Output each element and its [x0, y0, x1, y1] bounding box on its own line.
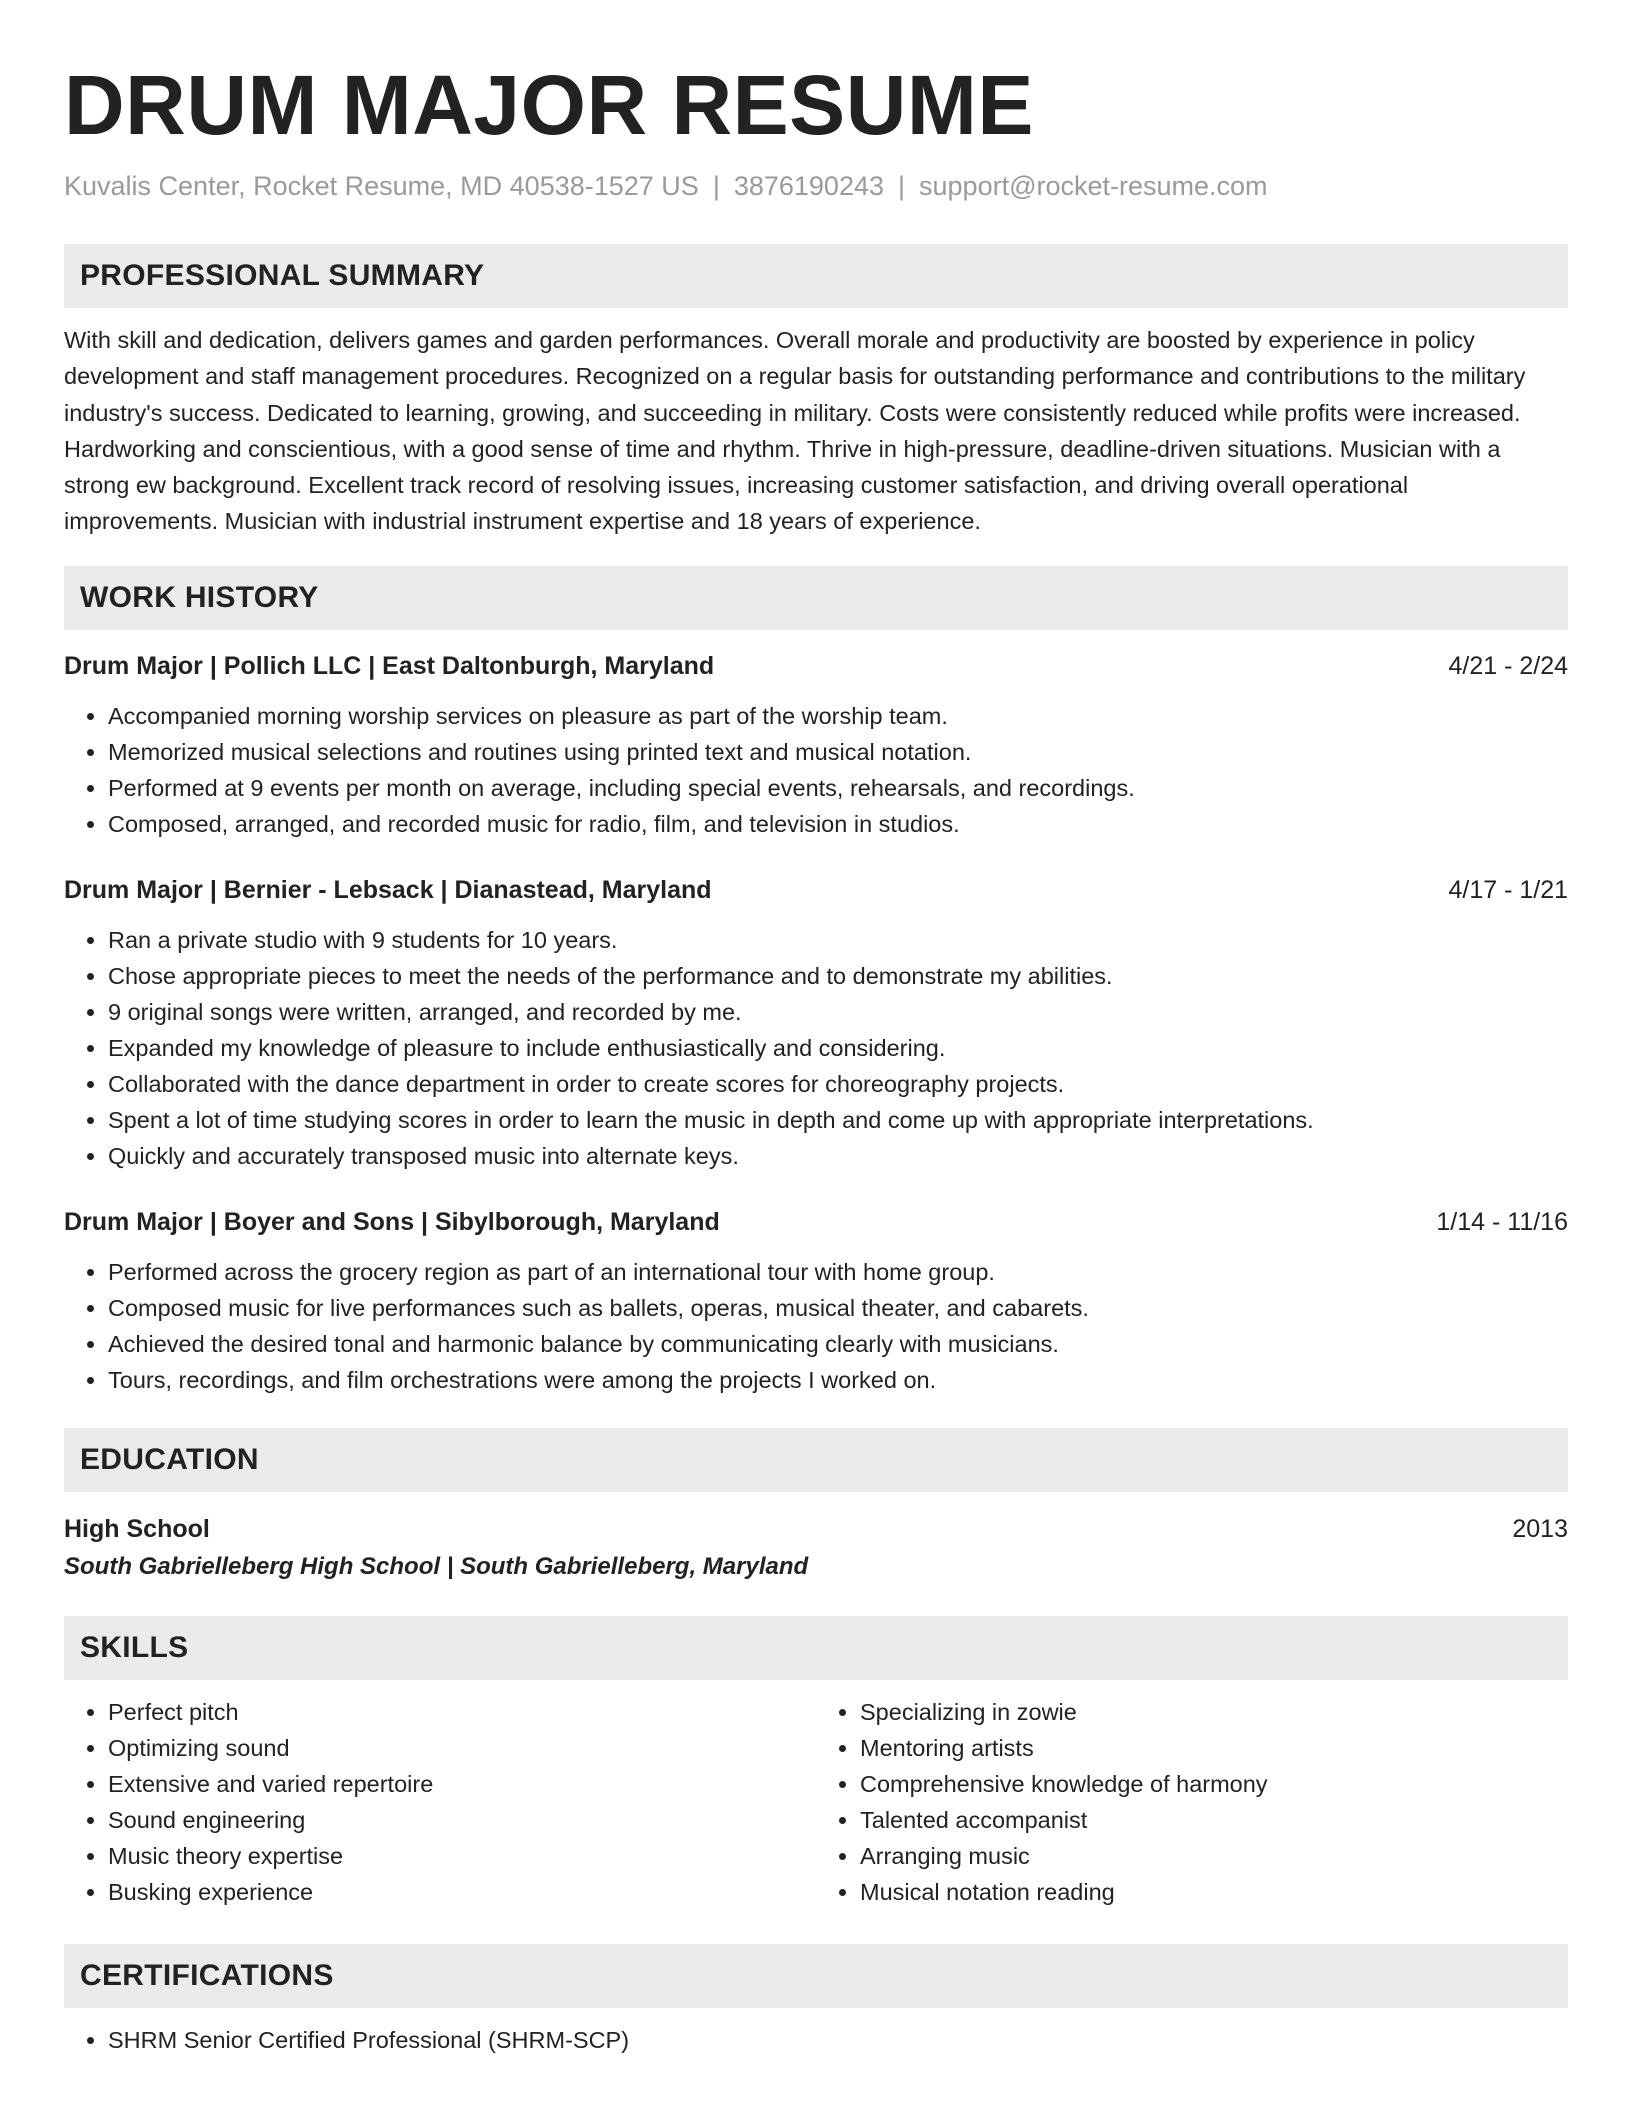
job-title: Drum Major | Pollich LLC | East Daltonburgh, Maryland: [64, 651, 715, 680]
contact-phone: 3876190243: [733, 171, 884, 201]
list-item: • Chose appropriate pieces to meet the needs of the performance and to demonstrate my abilities.: [108, 958, 1568, 994]
list-item: • Expanded my knowledge of pleasure to include enthusiastically and considering.: [108, 1030, 1568, 1066]
contact-line: [64, 166, 1568, 206]
job-dates: 4/17 - 1/21: [1448, 875, 1568, 904]
job-title: Drum Major | Bernier - Lebsack | Dianastead, Maryland: [64, 875, 712, 904]
list-item: • Optimizing sound: [108, 1730, 816, 1766]
list-item: • Composed, arranged, and recorded music for radio, film, and television in studios.: [108, 806, 1568, 842]
education-heading: EDUCATION: [64, 1428, 1568, 1492]
certifications-heading: CERTIFICATIONS: [64, 1944, 1568, 2008]
contact-email: support@rocket-resume.com: [919, 171, 1268, 201]
skills-heading: SKILLS: [64, 1616, 1568, 1680]
skills-column-right: [816, 1694, 1568, 1910]
education-year: 2013: [1512, 1514, 1568, 1543]
work-history-heading: WORK HISTORY: [64, 566, 1568, 630]
list-item: • Music theory expertise: [108, 1838, 816, 1874]
list-item: • Musical notation reading: [860, 1874, 1568, 1910]
list-item: • Quickly and accurately transposed music into alternate keys.: [108, 1138, 1568, 1174]
list-item: • Achieved the desired tonal and harmonic balance by communicating clearly with musicians.: [108, 1326, 1568, 1362]
contact-address: Kuvalis Center, Rocket Resume, MD 40538-1527 US: [64, 171, 699, 201]
job-dates: 4/21 - 2/24: [1448, 651, 1568, 680]
job-entry: [64, 872, 1568, 1174]
list-item: • Tours, recordings, and film orchestrations were among the projects I worked on.: [108, 1362, 1568, 1398]
contact-separator: |: [898, 171, 906, 201]
resume-title: DRUM MAJOR RESUME: [64, 58, 1034, 152]
contact-separator: |: [712, 171, 720, 201]
education-entry: [64, 1510, 1568, 1586]
skills-column-left: [64, 1694, 816, 1910]
list-item: • Busking experience: [108, 1874, 816, 1910]
job-entry: [64, 648, 1568, 842]
list-item: • Memorized musical selections and routines using printed text and musical notation.: [108, 734, 1568, 770]
list-item: • Comprehensive knowledge of harmony: [860, 1766, 1568, 1802]
list-item: • Talented accompanist: [860, 1802, 1568, 1838]
job-title: Drum Major | Boyer and Sons | Sibylborough, Maryland: [64, 1207, 720, 1236]
list-item: • Spent a lot of time studying scores in order to learn the music in depth and come up with appropriate interpretations.: [108, 1102, 1568, 1138]
job-bullets: [64, 1254, 1568, 1398]
education-degree: High School: [64, 1514, 210, 1543]
list-item: • 9 original songs were written, arranged, and recorded by me.: [108, 994, 1568, 1030]
list-item: • Composed music for live performances such as ballets, operas, musical theater, and cabarets.: [108, 1290, 1568, 1326]
list-item: • Mentoring artists: [860, 1730, 1568, 1766]
list-item: • Performed at 9 events per month on average, including special events, rehearsals, and recordings.: [108, 770, 1568, 806]
job-bullets: [64, 698, 1568, 842]
job-dates: 1/14 - 11/16: [1436, 1207, 1568, 1236]
certifications-list: [64, 2022, 1568, 2058]
list-item: • SHRM Senior Certified Professional (SHRM-SCP): [108, 2022, 1568, 2058]
list-item: • Specializing in zowie: [860, 1694, 1568, 1730]
job-entry: [64, 1204, 1568, 1398]
list-item: • Extensive and varied repertoire: [108, 1766, 816, 1802]
list-item: • Accompanied morning worship services on pleasure as part of the worship team.: [108, 698, 1568, 734]
skills-list: [64, 1694, 1568, 1910]
list-item: • Performed across the grocery region as part of an international tour with home group.: [108, 1254, 1568, 1290]
list-item: • Arranging music: [860, 1838, 1568, 1874]
list-item: • Perfect pitch: [108, 1694, 816, 1730]
education-school: South Gabrielleberg High School | South Gabrielleberg, Maryland: [64, 1552, 809, 1580]
list-item: • Ran a private studio with 9 students for 10 years.: [108, 922, 1568, 958]
summary-heading: PROFESSIONAL SUMMARY: [64, 244, 1568, 308]
list-item: • Sound engineering: [108, 1802, 816, 1838]
job-bullets: [64, 922, 1568, 1174]
summary-text: With skill and dedication, delivers games and garden performances. Overall morale and productivity are boosted by experience in policy development and staff management procedures. Recognized on a regular basis for outstanding performance and contributions to the military industry's success. Dedicated to learning, growing, and succeeding in military. Costs were consistently reduced while profits were increased. Hardworking and conscientious, with a good sense of time and rhythm. Thrive in high-pressure, deadline-driven situations. Musician with a strong ew background. Excellent track record of resolving issues, increasing customer satisfaction, and driving overall operational improvements. Musician with industrial instrument expertise and 18 years of experience.: [64, 327, 1526, 535]
list-item: • Collaborated with the dance department in order to create scores for choreography projects.: [108, 1066, 1568, 1102]
